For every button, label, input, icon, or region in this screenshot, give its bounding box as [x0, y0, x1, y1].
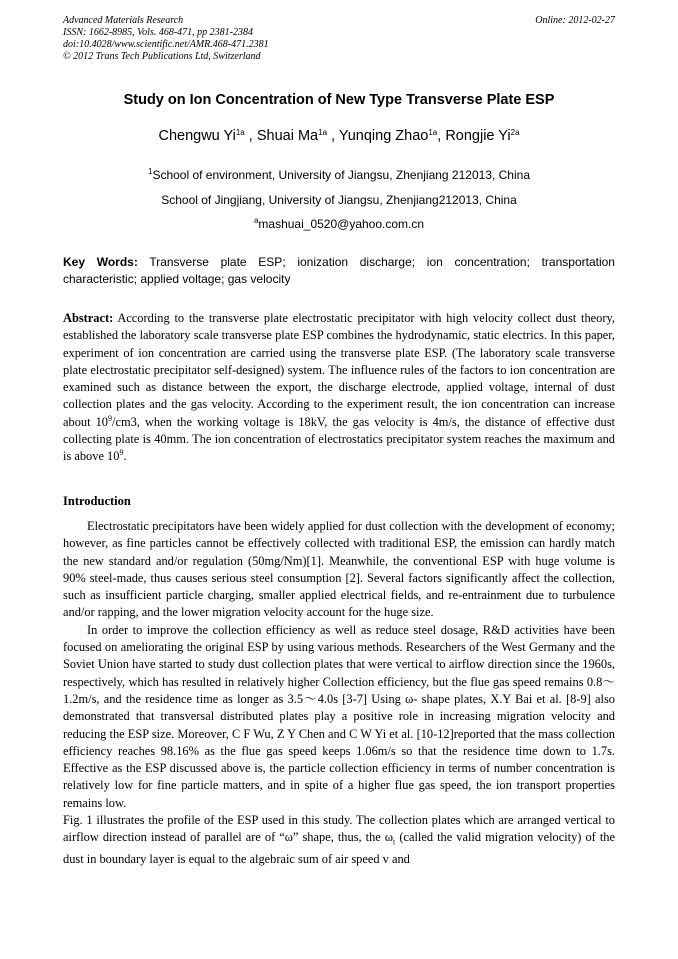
paragraph-text: Fig. 1 illustrates the profile of the ESP used in this study. The collection plates which are arranged vertical to airflow direction instead of parallel are of “ω” shape, thus, the ω [63, 813, 615, 845]
subscript: t [393, 837, 396, 847]
affiliation-mark: 1 [147, 167, 153, 176]
abstract-label: Abstract: [63, 311, 114, 325]
paragraph-text: (called the valid migration velocity) of the dust in boundary layer is equal to the algebraic sum of air speed v and [63, 830, 615, 867]
author-separator: , [327, 128, 339, 144]
abstract-block [63, 310, 615, 466]
issn-line: ISSN: 1662-8985, Vols. 468-471, pp 2381-2384 [63, 27, 253, 38]
author-name: Yunqing Zhao [338, 128, 429, 144]
paragraph: Electrostatic precipitators have been widely applied for dust collection with the development of economy; however, as fine particles cannot be effectively collected with traditional ESP, the emission can hardly match the new standard and/or regulation (50mg/Nm)[1]. Meanwhile, the conventional ESP with huge volume is 90% steel-made, thus causes serious steel consumption [2]. Several factors significantly affect the collection, such as insufficient particle charging, smaller applied electrical fields, and re-entrainment due to turbulence and/or rapping, and the lower migration velocity account for the huge size. [63, 519, 615, 620]
author-name: Shuai Ma [256, 128, 319, 144]
author-name: Rongjie Yi [445, 128, 511, 144]
author-affiliation-mark: 1a [318, 128, 328, 137]
affiliation-text: School of environment, University of Jiangsu, Zhenjiang 212013, China [152, 168, 530, 182]
author-list [0, 128, 678, 144]
email-mark: a [253, 216, 259, 225]
copyright-line: © 2012 Trans Tech Publications Ltd, Switzerland [63, 51, 261, 62]
author-separator: , [437, 128, 446, 144]
doi-line: doi:10.4028/www.scientific.net/AMR.468-471.2381 [63, 39, 269, 50]
keywords-block [63, 254, 615, 288]
email-address: mashuai_0520@yahoo.com.cn [258, 217, 425, 231]
author-separator: , [244, 128, 257, 144]
author-name: Chengwu Yi [158, 128, 236, 144]
author-affiliation-mark: 1a [428, 128, 438, 137]
keywords-text: Transverse plate ESP; ionization discharge; ion concentration; transportation characteristic; applied voltage; gas velocity [63, 255, 615, 286]
paper-title: Study on Ion Concentration of New Type Transverse Plate ESP [123, 92, 555, 108]
abstract-exponent: 9 [108, 413, 112, 423]
paragraph: In order to improve the collection efficiency as well as reduce steel dosage, R&D activities have been focused on ameliorating the original ESP by using various methods. Researchers of the West Germany and the Soviet Union have started to study dust collection plates that were vertical to airflow direction since the 1960s, respectively, which has resulted in relatively higher Collection efficiency, but the flue gas speed remains 0.8～1.2m/s, and the residence time as longer as 3.5～4.0s [3-7] Using ω- shape plates, X.Y Bai et al. [8-9] also demonstrated that transversal distributed plates play a positive role in increasing migration velocity and reducing the ESP size. Moreover, C F Wu, Z Y Chen and C W Yi et al. [10-12]reported that the mass collection efficiency reaches 98.16% as the flue gas speed keeps 1.06m/s so that the residence time down to 1.7s. Effective as the ESP discussed above is, the particle collection efficiency in terms of number concentration is relatively low for fine particle matters, and in spite of a higher flue gas speed, the ion transport properties remains low. [63, 622, 615, 810]
email-line [0, 217, 678, 231]
journal-name: Advanced Materials Research [63, 15, 184, 26]
journal-header [63, 15, 615, 63]
author-affiliation-mark: 1a [235, 128, 245, 137]
author-affiliation-mark: 2a [510, 128, 520, 137]
abstract-text: . [123, 449, 127, 464]
introduction-body [63, 518, 615, 868]
abstract-text: /cm3, when the working voltage is 18kV, the gas velocity is 4m/s, the distance of effective dust collecting plate is 40mm. The ion concentration of electrostatics precipitator system reaches the maximum and is above 10 [63, 414, 615, 464]
online-date: Online: 2012-02-27 [535, 15, 615, 26]
paragraph [63, 812, 615, 868]
abstract-exponent: 9 [119, 448, 124, 458]
affiliation-1 [0, 168, 678, 182]
section-heading: Introduction [63, 494, 131, 508]
affiliation-2: School of Jingjiang, University of Jiangsu, Zhenjiang212013, China [161, 193, 517, 207]
keywords-label: Key Words: [63, 255, 138, 269]
abstract-text: According to the transverse plate electrostatic precipitator with high velocity collect dust theory, established the laboratory scale transverse plate ESP combines the hydrodynamic, static electrics. In this paper, experiment of ion concentration are carried using the transverse plate ESP. (The laboratory scale transverse plate electrostatic precipitator self-designed) system. The influence rules of the factors to ion concentration are examined such as distance between the export, the discharge electrode, applied voltage, internal of dust collection plates and the gas velocity. According to the experiment result, the ion concentration can increase about 10 [63, 311, 615, 429]
